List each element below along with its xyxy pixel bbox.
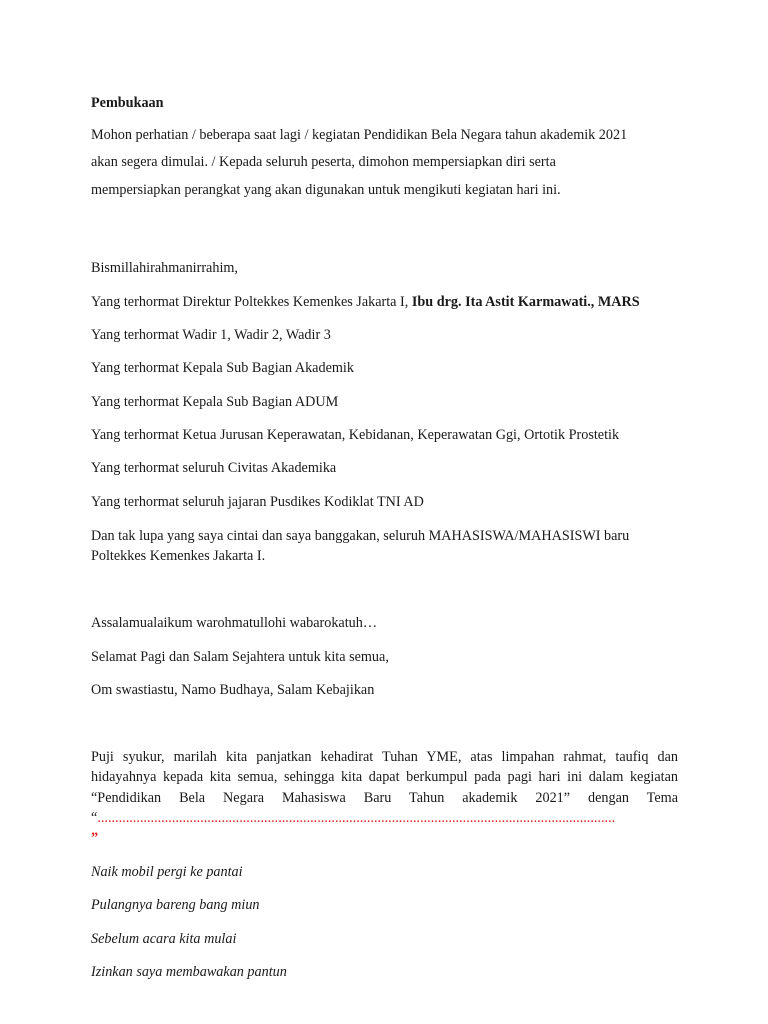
bismillah-line: Bismillahirahmanirrahim, [91, 260, 238, 276]
salam-om-swastiastu: Om swastiastu, Namo Budhaya, Salam Kebajikan [91, 682, 375, 698]
director-name: Ibu drg. Ita Astit Karmawati., MARS [411, 294, 640, 310]
greeting-director [91, 293, 640, 311]
greeting-pusdikes: Yang terhormat seluruh jajaran Pusdikes Kodiklat TNI AD [91, 494, 424, 510]
puji-line-1: Puji syukur, marilah kita panjatkan kehadirat Tuhan YME, atas limpahan rahmat, taufiq dan [91, 749, 678, 765]
greeting-wadir: Yang terhormat Wadir 1, Wadir 2, Wadir 3 [91, 327, 331, 343]
puji-line-3: “Pendidikan Bela Negara Mahasiswa Baru Tahun akademik 2021” dengan Tema [91, 790, 678, 806]
students-line-2: Poltekkes Kemenkes Jakarta I. [91, 548, 266, 564]
tema-dots: .................................................................................................................................................. [97, 810, 616, 826]
salam-assalamualaikum: Assalamualaikum warohmatullohi wabarokatuh… [91, 615, 378, 631]
greeting-kasubag-akademik: Yang terhormat Kepala Sub Bagian Akademik [91, 360, 354, 376]
opening-line-3: mempersiapkan perangkat yang akan digunakan untuk mengikuti kegiatan hari ini. [91, 182, 561, 198]
opening-line-2: akan segera dimulai. / Kepada seluruh peserta, dimohon mempersiapkan diri serta [91, 154, 556, 170]
greeting-ketua-jurusan: Yang terhormat Ketua Jurusan Keperawatan, Kebidanan, Keperawatan Ggi, Ortotik Prostetik [91, 427, 620, 443]
puji-line-2: hidayahnya kepada kita semua, sehingga kita dapat berkumpul pada pagi hari ini dalam kegiatan [91, 769, 678, 785]
tema-close-quote: ” [91, 830, 99, 846]
pantun-line-4: Izinkan saya membawakan pantun [91, 964, 287, 980]
tema-open-quote: “ [91, 810, 98, 826]
greeting-kasubag-adum: Yang terhormat Kepala Sub Bagian ADUM [91, 394, 339, 410]
pantun-line-1: Naik mobil pergi ke pantai [91, 864, 243, 880]
opening-line-1: Mohon perhatian / beberapa saat lagi / kegiatan Pendidikan Bela Negara tahun akademik 2021 [91, 127, 628, 143]
salam-selamat-pagi: Selamat Pagi dan Salam Sejahtera untuk kita semua, [91, 649, 389, 665]
section-heading: Pembukaan [91, 95, 164, 111]
pantun-line-2: Pulangnya bareng bang miun [91, 897, 260, 913]
students-line-1: Dan tak lupa yang saya cintai dan saya banggakan, seluruh MAHASISWA/MAHASISWI baru [91, 528, 630, 544]
tema-placeholder [91, 809, 615, 827]
greeting-civitas: Yang terhormat seluruh Civitas Akademika [91, 460, 337, 476]
greeting-director-prefix: Yang terhormat Direktur Poltekkes Kemenkes Jakarta I, [91, 294, 412, 310]
pantun-line-3: Sebelum acara kita mulai [91, 931, 237, 947]
